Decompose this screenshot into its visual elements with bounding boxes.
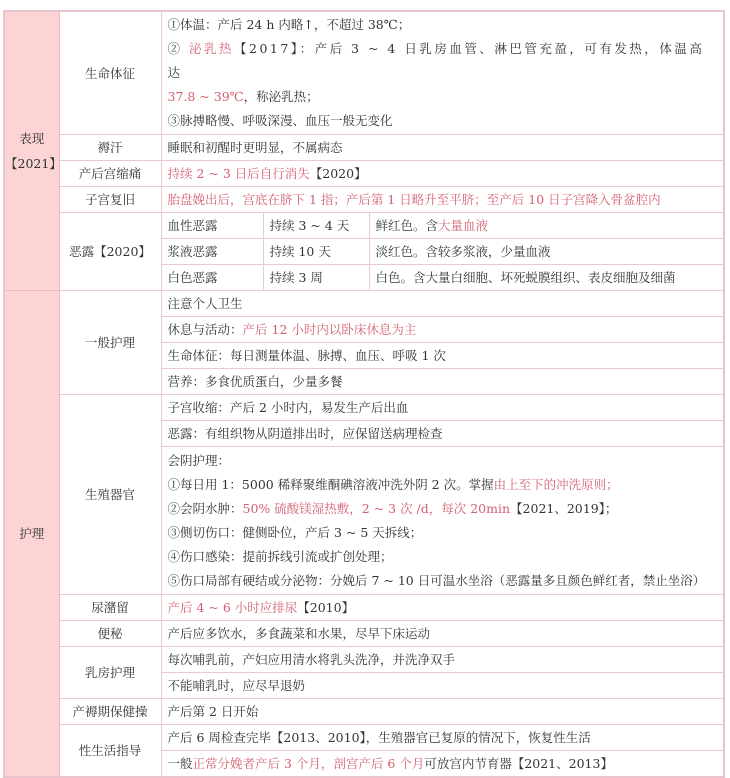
sub-label-exercise: 产褥期保健操 <box>59 699 161 725</box>
sex-guidance-line-1: 产后 6 周检查完毕【2013、2010】，生殖器官已复原的情况下，恢复性生活 <box>161 725 724 751</box>
lochia-description <box>369 213 724 239</box>
row-afterpain <box>4 161 724 187</box>
row-sex-guidance-1 <box>4 725 724 751</box>
category-nursing: 护理 <box>4 291 59 778</box>
year-tag: 【2021、2019】； <box>510 500 618 516</box>
vital-line-2-prefix: ② <box>167 41 189 56</box>
perineal-item-text: ②会阴水肿： <box>167 500 243 516</box>
perineal-item-text: ①每日用 1：5000 稀释聚维酮碘溶液冲洗外阴 2 次。掌握 <box>167 476 494 492</box>
year-tag: 【2010】 <box>297 600 355 615</box>
vital-signs-content <box>161 11 724 135</box>
perineal-item-2 <box>168 497 718 521</box>
genital-lochia: 恶露：有组织物从阴道排出时，应保留送病理检查 <box>161 421 724 447</box>
row-genital-contraction <box>4 395 724 421</box>
sub-label-constipation: 便秘 <box>59 621 161 647</box>
year-tag: 【2017】 <box>234 41 300 56</box>
sub-label-general-care: 一般护理 <box>59 291 161 395</box>
breast-care-line-1: 每次哺乳前，产妇应用清水将乳头洗净，并洗净双手 <box>161 647 724 673</box>
vital-line-4: ③脉搏略慢、呼吸深漫、血压一般无变化 <box>167 113 393 128</box>
lochia-description: 淡红色。含较多浆液，少量血液 <box>369 239 724 265</box>
general-hygiene: 注意个人卫生 <box>161 291 724 317</box>
breast-care-line-2: 不能哺乳时，应尽早退奶 <box>161 673 724 699</box>
row-urinary-retention <box>4 595 724 621</box>
row-exercise <box>4 699 724 725</box>
lochia-type: 白色恶露 <box>161 265 263 291</box>
perineal-title: 会阴护理： <box>167 452 231 468</box>
postpartum-care-table <box>3 10 725 778</box>
row-constipation <box>4 621 724 647</box>
sex-guidance-rest: 可放宫内节育器【2021、2013】 <box>424 756 613 771</box>
category-manifestation <box>4 11 62 291</box>
lochia-description: 白色。含大量白细胞、坏死蜕膜组织、表皮细胞及细菌 <box>369 265 724 291</box>
lochia-duration: 持续 10 天 <box>263 239 369 265</box>
lochia-desc-text: 鲜红色。含 <box>375 218 439 233</box>
sub-label-lochia: 恶露【2020】 <box>59 213 161 291</box>
row-vital-signs <box>4 11 724 135</box>
constipation-content: 产后应多饮水，多食蔬菜和水果，尽早下床运动 <box>161 621 724 647</box>
perineal-item-1 <box>168 473 718 497</box>
vital-line-1: ①体温：产后 24 h 内略↑，不超过 38℃； <box>167 17 411 32</box>
highlight-text: 正常分娩者产后 3 个月，剖宫产后 6 个月 <box>192 756 425 771</box>
sex-guidance-line-2 <box>161 751 724 778</box>
vital-line-3 <box>168 85 718 109</box>
lochia-type: 血性恶露 <box>161 213 263 239</box>
perineal-item-4: ④伤口感染：提前拆线引流或扩创处理； <box>167 548 393 564</box>
category-label: 表现 <box>19 131 45 146</box>
row-general-hygiene <box>4 291 724 317</box>
row-sweat <box>4 135 724 161</box>
afterpain-content <box>161 161 724 187</box>
general-vitals: 生命体征：每日测量体温、脉搏、血压、呼吸 1 次 <box>161 343 724 369</box>
perineal-care <box>161 447 724 595</box>
sub-label-urinary-retention: 尿潴留 <box>59 595 161 621</box>
highlight-text: 产后 4 ~ 6 小时应排尿 <box>167 600 298 615</box>
general-rest <box>161 317 724 343</box>
genital-contraction: 子宫收缩：产后 2 小时内，易发生产后出血 <box>161 395 724 421</box>
sub-label-breast-care: 乳房护理 <box>59 647 161 699</box>
highlight-text: 泌乳热 <box>188 41 234 56</box>
lochia-duration: 持续 3 ~ 4 天 <box>263 213 369 239</box>
row-lochia-rubra <box>4 213 724 239</box>
row-involution <box>4 187 724 213</box>
highlight-text: 产后 12 小时内以卧床休息为主 <box>242 322 417 337</box>
urinary-retention-content <box>161 595 724 621</box>
category-year-tag: 【2021】 <box>5 156 62 171</box>
general-nutrition: 营养：多食优质蛋白，少量多餐 <box>161 369 724 395</box>
perineal-item-5: ⑤伤口局部有硬结或分泌物：分娩后 7 ~ 10 日可温水坐浴（恶露量多且颜色鲜红者，禁止坐浴） <box>167 572 706 588</box>
sub-label-sweat: 褥汗 <box>59 135 161 161</box>
sub-label-involution: 子宫复旧 <box>59 187 161 213</box>
involution-content <box>161 187 724 213</box>
vital-line-2 <box>168 37 718 85</box>
sub-label-sex-guidance: 性生活指导 <box>59 725 161 778</box>
highlight-text: 大量血液 <box>438 218 489 233</box>
vital-line-3-rest: ，称泌乳热； <box>243 89 319 104</box>
highlight-text: 由上至下的冲洗原则； <box>493 476 619 492</box>
exercise-content: 产后第 2 日开始 <box>161 699 724 725</box>
lochia-duration: 持续 3 周 <box>263 265 369 291</box>
sub-label-afterpain: 产后宫缩痛 <box>59 161 161 187</box>
highlight-text: 50% 硫酸镁湿热敷，2 ~ 3 次 /d，每次 20min <box>242 500 511 516</box>
sub-label-genital: 生殖器官 <box>59 395 161 595</box>
perineal-item-3: ③侧切伤口：健侧卧位，产后 3 ~ 5 天拆线； <box>167 524 423 540</box>
sub-label-vital-signs: 生命体征 <box>59 11 161 135</box>
lochia-type: 浆液恶露 <box>161 239 263 265</box>
row-breast-1 <box>4 647 724 673</box>
highlight-text: 持续 2 ~ 3 日后自行消失 <box>167 166 310 181</box>
vital-line-2-rest: ：产后 3 ~ 4 日乳房血管、淋巴管充盈，可有发热，体温高达 <box>167 41 705 80</box>
sweat-content: 睡眠和初醒时更明显，不属病态 <box>161 135 724 161</box>
general-rest-label: 休息与活动： <box>167 322 243 337</box>
year-tag: 【2020】 <box>309 166 367 181</box>
highlight-text: 37.8 ~ 39℃ <box>167 89 244 104</box>
sex-guidance-prefix: 一般 <box>167 756 193 771</box>
highlight-text: 胎盘娩出后，宫底在脐下 1 指；产后第 1 日略升至平脐；至产后 10 日子宫降入骨盆腔内 <box>167 192 661 207</box>
